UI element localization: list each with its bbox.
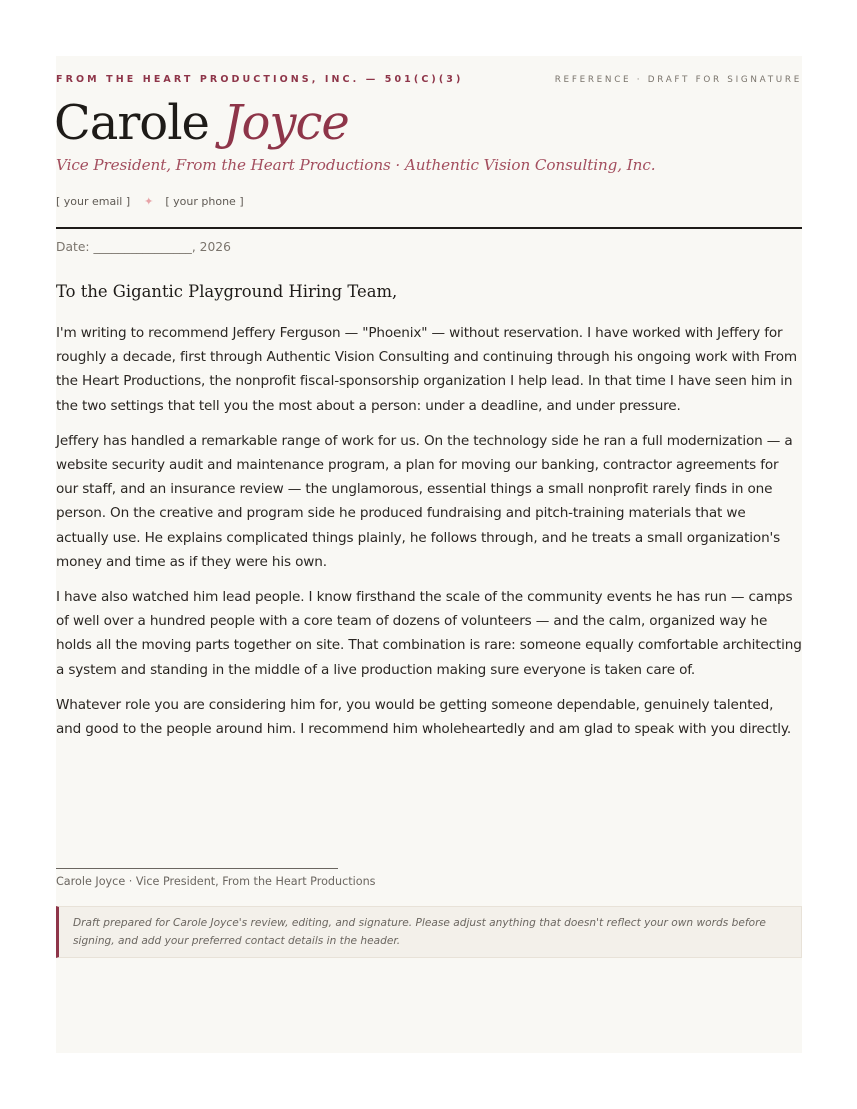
- body-paragraph: I'm writing to recommend Jeffery Ferguson — "Phoenix" — without reservation. I have worked with Jeffery for roughly a decade, first through Authentic Vision Consulting and continuing through his ongoing work with From the Heart Productions, the nonprofit fiscal-sponsorship organization I help lead. In that time I have seen him in the two settings that tell you the most about a person: under a deadline, and under pressure.: [56, 325, 797, 414]
- top-bar: [56, 74, 802, 88]
- letter-body: [56, 321, 802, 752]
- author-title: Vice President, From the Heart Productions · Authentic Vision Consulting, Inc.: [56, 156, 656, 174]
- draft-note: Draft prepared for Carole Joyce's review, editing, and signature. Please adjust anything that doesn't reflect your own words before signing, and add your preferred contact details in the header.: [56, 906, 802, 958]
- author-last-name: Joyce: [223, 95, 349, 151]
- header-divider: [56, 227, 802, 229]
- body-paragraph: I have also watched him lead people. I know firsthand the scale of the community events he has run — camps of well over a hundred people with a core team of dozens of volunteers — and the calm, organized way he holds all the moving parts together on site. That combination is rare: someone equally comfortable architecting a system and standing in the middle of a live production making sure everyone is taken care of.: [56, 589, 802, 678]
- salutation: To the Gigantic Playground Hiring Team,: [56, 282, 398, 301]
- author-first-name: Carole: [54, 95, 209, 151]
- body-paragraph: Whatever role you are considering him for, you would be getting someone dependable, genuinely talented, and good to the people around him. I recommend him wholeheartedly and am glad to speak with you directly.: [56, 696, 792, 738]
- body-paragraph: Jeffery has handled a remarkable range of work for us. On the technology side he ran a full modernization — a website security audit and maintenance program, a plan for moving our banking, contractor agreements for our staff, and an insurance review — the unglamorous, essential things a small nonprofit rarely finds in one person. On the creative and program side he produced fundraising and pitch-training materials that we actually use. He explains complicated things plainly, he follows through, and he treats a small organization's money and time as if they were his own.: [56, 432, 793, 570]
- separator-star-icon: ✦: [144, 195, 154, 208]
- author-name: [54, 92, 349, 154]
- signature-line: [56, 868, 338, 869]
- letter-page: [56, 56, 802, 1053]
- signature-caption: Carole Joyce · Vice President, From the Heart Productions: [56, 875, 376, 888]
- date-line: Date: ________________, 2026: [56, 240, 231, 254]
- organization-label: FROM THE HEART PRODUCTIONS, INC. — 501(C)(3): [56, 74, 464, 85]
- reference-label: REFERENCE · DRAFT FOR SIGNATURE: [554, 75, 802, 85]
- phone-placeholder: [ your phone ]: [165, 195, 244, 208]
- contact-line: [56, 195, 244, 208]
- email-placeholder: [ your email ]: [56, 195, 131, 208]
